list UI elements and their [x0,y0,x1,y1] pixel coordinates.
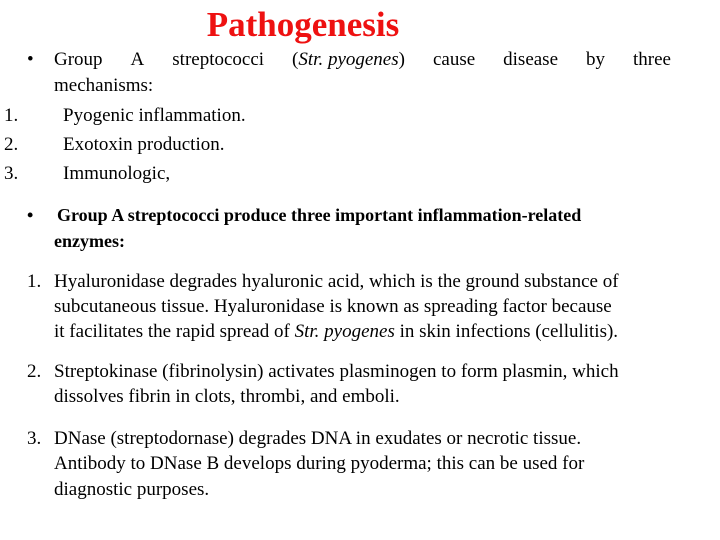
enzyme-1-line-1: Hyaluronidase degrades hyaluronic acid, which is the ground substance of [54,271,619,292]
mechanism-item: Pyogenic inflammation. [63,105,246,126]
mechanism-number: 1. [4,105,19,126]
mechanism-number: 2. [4,134,19,155]
intro-word: A [130,49,145,70]
enzyme-number: 3. [27,428,42,449]
enzymes-bullet: • [27,205,34,225]
intro-line-2: mechanisms: [54,75,154,96]
enzyme-1-line-2: subcutaneous tissue. Hyaluronidase is known as spreading factor because [54,296,612,317]
intro-line-1 [54,49,671,71]
enzyme-1-line-3 [54,321,618,343]
intro-word: by [586,49,605,70]
enzymes-intro-line-1: Group A streptococci produce three important inflammation-related [57,205,582,225]
intro-bullet: • [27,49,34,70]
mechanism-number: 3. [4,163,19,184]
enzyme-1-line-3-b: in skin infections (cellulitis). [394,321,619,342]
intro-species [292,49,405,71]
enzyme-2-line-2: dissolves fibrin in clots, thrombi, and emboli. [54,386,400,407]
species-name: Str. pyogenes [298,49,399,70]
enzyme-3-line-2: Antibody to DNase B develops during pyoderma; this can be used for [54,453,585,474]
intro-word: three [632,49,671,70]
species-name: Str. pyogenes [294,321,395,342]
intro-word: Group [54,49,103,70]
enzyme-number: 1. [27,271,42,292]
mechanism-item: Exotoxin production. [63,134,225,155]
enzyme-2-line-1: Streptokinase (fibrinolysin) activates plasminogen to form plasmin, which [54,361,619,382]
intro-word: streptococci [172,49,265,70]
intro-word: cause [432,49,476,70]
enzyme-number: 2. [27,361,42,382]
paren-open: ( [292,49,299,70]
slide-title: Pathogenesis [206,5,400,44]
enzymes-intro-line-2: enzymes: [54,231,125,251]
enzyme-3-line-1: DNase (streptodornase) degrades DNA in exudates or necrotic tissue. [54,428,582,449]
mechanism-item: Immunologic, [63,163,171,184]
enzyme-3-line-3: diagnostic purposes. [54,479,210,500]
intro-word: disease [503,49,559,70]
paren-close: ) [398,49,405,70]
enzyme-1-line-3-a: it facilitates the rapid spread of [54,321,295,342]
